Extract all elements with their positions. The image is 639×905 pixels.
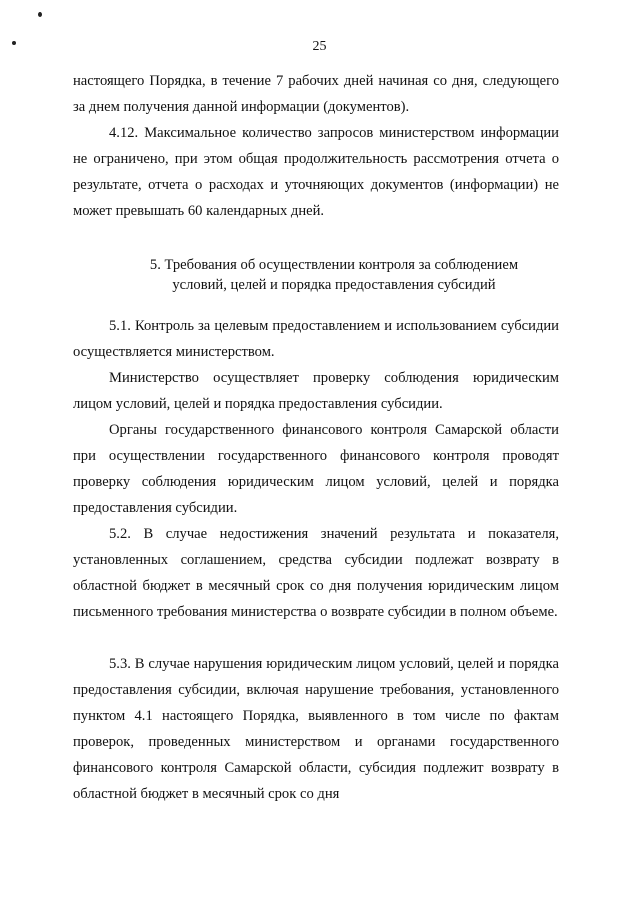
page-number: 25 [312, 39, 327, 54]
paragraph-5-2: 5.2. В случае недостижения значений результата и показателя, установленных соглашением, средства субсидии подлежат возврату в областной бюджет в месячный срок со дня получения юридическим лицом письменного требования министерства о возврате субсидии в полном объеме. [73, 526, 559, 620]
paragraph-5-1: 5.1. Контроль за целевым предоставлением и использованием субсидии осуществляется министерством. [73, 318, 559, 360]
paragraph-control-bodies: Органы государственного финансового контроля Самарской области при осуществлении государственного финансового контроля проводят проверку соблюдения юридическим лицом условий, целей и порядка предоставления субсидии. [73, 422, 559, 516]
section-heading-line-2: условий, целей и порядка предоставления субсидий [172, 277, 496, 293]
section-heading-line-1: 5. Требования об осуществлении контроля за соблюдением [149, 257, 519, 273]
paragraph-5-3: 5.3. В случае нарушения юридическим лицом условий, целей и порядка предоставления субсидии, включая нарушение требования, установленного пунктом 4.1 настоящего Порядка, выявленного в том числе по фактам проверок, проведенных министерством и органами государственного финансового контроля Самарской области, субсидия подлежит возврату в областной бюджет в месячный срок со дня [73, 656, 559, 802]
section-heading [73, 255, 595, 295]
paragraph-ministry-check: Министерство осуществляет проверку соблюдения юридическим лицом условий, целей и порядка предоставления субсидии. [73, 370, 559, 412]
scan-speck [38, 12, 42, 17]
paragraph-continuation: настоящего Порядка, в течение 7 рабочих дней начиная со дня, следующего за днем получения данной информации (документов). [73, 73, 559, 115]
paragraph-4-12: 4.12. Максимальное количество запросов министерством информации не ограничено, при этом общая продолжительность рассмотрения отчета о результате, отчета о расходах и уточняющих документов (информации) не может превышать 60 календарных дней. [73, 125, 559, 219]
